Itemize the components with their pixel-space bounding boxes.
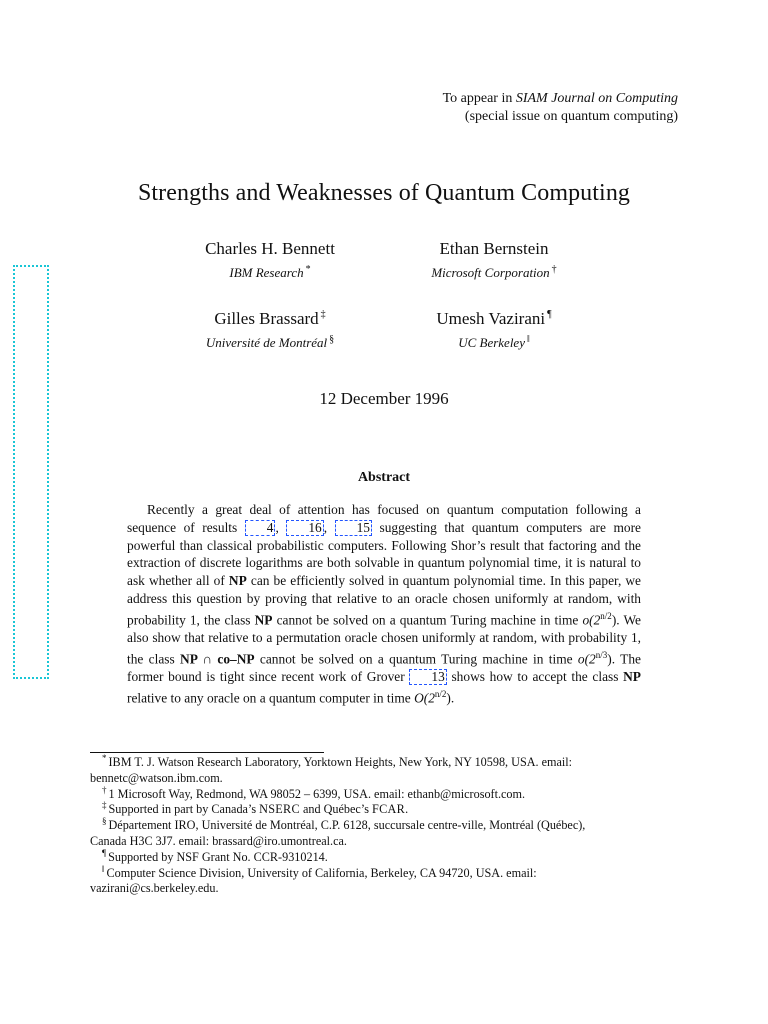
author-affiliation xyxy=(384,334,604,352)
citation-separator: , xyxy=(275,519,287,535)
footnote-text: Département IRO, Université de Montréal, C.P. 6128, succursale centre-ville, Montréal (Québec), Canada H3C 3J7. email: brassard@iro.umontreal.ca. xyxy=(90,818,586,848)
abstract-text: relative to any oracle on a quantum computer in time xyxy=(127,690,415,706)
abstract-text: . The former bound is tight since recent work of Grover xyxy=(127,651,641,685)
footnote-mark[interactable]: † xyxy=(551,263,557,275)
footnote-item xyxy=(90,863,610,898)
affiliation-text: UC Berkeley xyxy=(458,335,525,350)
author-bennett xyxy=(160,238,380,282)
footnote-item xyxy=(90,802,610,818)
footnote-mark[interactable]: ¶ xyxy=(547,309,552,321)
author-name xyxy=(384,308,604,330)
footnote-symbol: § xyxy=(102,816,107,827)
footnote-text: 1 Microsoft Way, Redmond, WA 98052 – 6399, USA. email: ethanb@microsoft.com. xyxy=(108,786,526,801)
agency-name: NSERC xyxy=(259,802,300,817)
footnote-symbol: ‖ xyxy=(102,863,105,874)
notice-special-issue: (special issue on quantum computing) xyxy=(464,109,678,124)
complexity-class: NP xyxy=(228,573,247,589)
journal-name: SIAM Journal on Computing xyxy=(515,91,678,106)
footnote-mark[interactable]: * xyxy=(305,263,311,275)
affiliation-text: IBM Research xyxy=(229,265,304,280)
complexity-class: NP xyxy=(623,669,641,685)
author-brassard xyxy=(160,308,380,352)
footnote-rule xyxy=(90,752,324,753)
name-text: Gilles Brassard xyxy=(214,309,319,328)
time-exponent: n/2 xyxy=(434,688,447,699)
name-text: Umesh Vazirani xyxy=(436,309,546,328)
affiliation-text: Université de Montréal xyxy=(205,335,328,350)
footnote-text: . xyxy=(405,802,409,817)
paper-title: Strengths and Weaknesses of Quantum Computing xyxy=(137,180,631,206)
citation-link[interactable]: 13 xyxy=(409,669,446,685)
footnote-symbol: † xyxy=(102,784,107,795)
time-bound: O(2 xyxy=(414,690,435,706)
publication-date: 12 December 1996 xyxy=(319,389,449,408)
journal-notice xyxy=(443,90,678,126)
author-vazirani xyxy=(384,308,604,352)
author-name: Ethan Bernstein xyxy=(439,239,549,258)
citation-link[interactable]: 4 xyxy=(245,520,276,536)
footnote-item xyxy=(90,847,610,866)
citation-separator: , xyxy=(323,519,335,535)
abstract-text: cannot be solved on a quantum Turing machine in time xyxy=(272,612,583,628)
abstract-text: suggesting that quantum computers are more powerful than classical probabilistic computers. Following Shor’s result that factoring and the extraction of discrete logarithms are both solvable in quantum polynomial time, it is natural to ask whether all of xyxy=(127,519,641,589)
agency-name: FCAR xyxy=(372,802,406,817)
time-exponent: n/3 xyxy=(595,649,608,660)
footnote-mark[interactable]: ‡ xyxy=(320,309,326,321)
footnote-text: and Québec’s xyxy=(299,802,373,817)
abstract-heading: Abstract xyxy=(357,470,411,485)
author-name: Charles H. Bennett xyxy=(205,239,335,258)
footnote-text: IBM T. J. Watson Research Laboratory, Yorktown Heights, New York, NY 10598, USA. email: bennetc@watson.ibm.com. xyxy=(90,755,573,785)
margin-link-box[interactable] xyxy=(13,265,49,679)
abstract-body xyxy=(127,501,641,707)
citation-link[interactable]: 16 xyxy=(286,520,323,536)
author-affiliation xyxy=(160,334,380,352)
time-bound-close: ) xyxy=(611,612,617,628)
abstract-text: . xyxy=(450,690,455,706)
abstract-text: . We also show that relative to a permutation oracle chosen uniformly at random, with probability 1, the class xyxy=(127,612,642,667)
abstract-text: Recently a great deal of attention has focused on quantum computation following a sequence of results xyxy=(127,502,641,535)
complexity-class: NP xyxy=(254,612,273,628)
abstract-text: cannot be solved on a quantum Turing machine in time xyxy=(254,651,578,667)
time-bound: o(2 xyxy=(577,651,596,667)
author-affiliation xyxy=(384,264,604,282)
citation-link[interactable]: 15 xyxy=(335,520,372,536)
footnote-mark[interactable]: ‖ xyxy=(526,333,530,345)
notice-prefix: To appear in xyxy=(442,91,516,106)
abstract-text: can be efficiently solved in quantum polynomial time. In this paper, we address this question by proving that relative to an oracle chosen uniformly at random, with probability 1, the class xyxy=(127,573,641,628)
footnote-text: Supported in part by Canada’s xyxy=(108,802,260,817)
abstract-text: shows how to accept the class xyxy=(446,669,624,685)
abstract-paragraph xyxy=(127,501,641,707)
time-exponent: n/2 xyxy=(600,610,612,621)
time-bound: o(2 xyxy=(582,612,601,628)
footnote-symbol: ¶ xyxy=(102,847,107,858)
footnote-text: Supported by NSF Grant No. CCR-9310214. xyxy=(108,849,328,864)
complexity-class: NP ∩ co–NP xyxy=(180,651,255,667)
time-bound-close: ) xyxy=(446,690,451,706)
time-bound-close: ) xyxy=(607,651,612,667)
author-affiliation xyxy=(160,264,380,282)
footnote-item xyxy=(90,784,610,803)
footnote-symbol: ‡ xyxy=(102,800,107,811)
footnote-text: Computer Science Division, University of California, Berkeley, CA 94720, USA. email: vazirani@cs.berkeley.edu. xyxy=(90,865,537,896)
footnote-item xyxy=(90,752,610,787)
footnote-symbol: * xyxy=(102,752,107,763)
footnote-item xyxy=(90,818,610,850)
footnote-mark[interactable]: § xyxy=(329,333,335,345)
author-bernstein xyxy=(384,238,604,282)
author-name xyxy=(160,308,380,330)
footnotes xyxy=(90,752,610,897)
affiliation-text: Microsoft Corporation xyxy=(431,265,550,280)
